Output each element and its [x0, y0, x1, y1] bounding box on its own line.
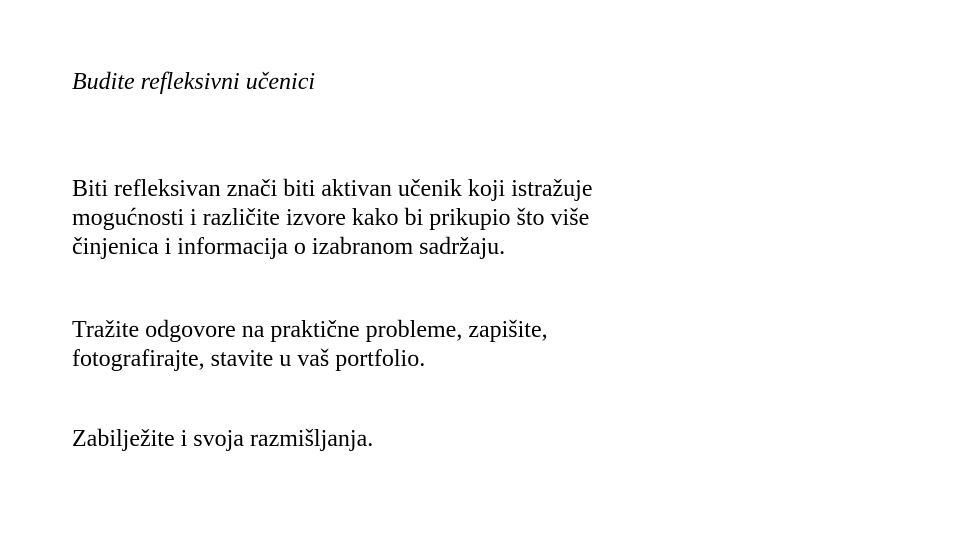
slide-title: Budite refleksivni učenici: [72, 69, 316, 95]
paragraph-line: činjenica i informacija o izabranom sadržaju.: [72, 234, 506, 260]
paragraph-line: mogućnosti i različite izvore kako bi prikupio što više: [72, 205, 590, 231]
paragraph-record-thoughts: [72, 425, 832, 454]
paragraph-practical-problems: [72, 316, 832, 374]
paragraph-line: fotografirajte, stavite u vaš portfolio.: [72, 346, 426, 372]
paragraph-line: Tražite odgovore na praktične probleme, zapišite,: [72, 317, 548, 343]
paragraph-reflective-learner: [72, 175, 832, 262]
paragraph-line: Zabilježite i svoja razmišljanja.: [72, 426, 374, 452]
paragraph-line: Biti refleksivan znači biti aktivan učenik koji istražuje: [72, 176, 593, 202]
